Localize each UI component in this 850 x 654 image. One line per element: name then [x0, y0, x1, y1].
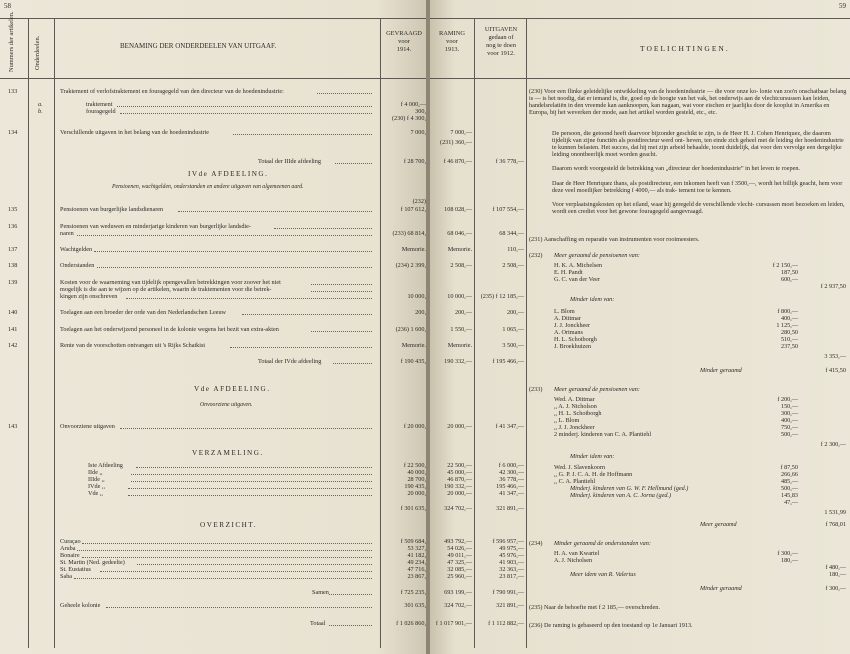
note-row-name: L. Blom	[554, 308, 575, 315]
row-label: Iste Afdeeling	[88, 462, 123, 469]
note-row-amount: 600,—	[780, 276, 798, 283]
asked-1914-cell: f 301 635,	[400, 505, 426, 512]
estimate-1913-cell: 200,—	[454, 309, 472, 316]
note-row-name: E. H. Pandt	[554, 269, 583, 276]
article-number: 143	[8, 423, 18, 430]
asked-1914-cell: f 107 612,	[400, 206, 426, 213]
estimate-1913-cell: 68 046,—	[447, 230, 472, 237]
asked-1914-cell: 300,	[415, 108, 426, 115]
asked-1914-cell: (233) 68 814,	[392, 230, 426, 237]
note-230-person: De persoon, die getoond heeft daarvoor bijzonder geschikt te zijn, is de Heer H. J. Cohen Henriquez, die daarom tijdelijk van zijne functiën als postdirecteur werd ont- heven, ten einde zich geheel met de leiding der hoedenindustrie te kunnen belasten. Het succes, dat hij met zijn arbeid behaalde, toont duidelijk, dat voor den vervolge een dergelijke leiding onontbeerlijk moet worden geacht.	[552, 130, 844, 158]
spent-1912-cell: f 195 466,—	[492, 358, 524, 365]
dot-leader	[136, 467, 372, 468]
asked-1914-cell: 49 234,	[407, 559, 426, 566]
row-label: Vde ,,	[88, 490, 103, 497]
note-230-travel: Voor verplaatsingskosten op het eiland, waar hij geregeld de verschillende vlecht- cursussen moet bezoeken en leiden, wordt een crediet voor het gewone fouragegeld aangevraagd.	[552, 201, 845, 215]
dot-leader	[333, 363, 373, 364]
row-label: Rente van de voorschotten ontvangen uit 's Rijks Schatkist	[60, 342, 206, 349]
note-230-proposal: Daarom wordt voorgesteld de betrekking van „directeur der hoedenindustrie” in het leven te roepen.	[552, 165, 800, 172]
note-row-amount: 300,—	[780, 410, 798, 417]
row-label: Toelagen aan het onderwijzend personeel in de kolonie wegens het bezit van extra-akten	[60, 326, 279, 333]
header-line: 1913.	[444, 46, 460, 53]
spent-1912-cell: 41 903,—	[499, 559, 524, 566]
note-row-amount: 510,—	[780, 336, 798, 343]
note-row-name: A. Dittmar	[554, 315, 581, 322]
estimate-1913-cell: 46 870,—	[447, 476, 472, 483]
dot-leader	[311, 284, 372, 285]
asked-1914-cell: 23 867,	[407, 573, 426, 580]
note-230-salary: Daar de Heer Henriquez thans, als postdirecteur, een inkomen heeft van f 3500,—, wordt het billijk geacht, hem voor deze veel moeilijker betrekking f 4000,— als trak- tement toe te kennen.	[552, 180, 843, 194]
spent-1912-cell: 68 344,—	[499, 230, 524, 237]
note-row-amount: 1 125,—	[776, 322, 798, 329]
note-row-name: Minder idem van:	[570, 453, 615, 460]
dot-leader	[335, 163, 372, 164]
dot-leader	[137, 564, 372, 565]
article-number: 134	[8, 129, 18, 136]
dot-leader	[131, 481, 372, 482]
note-row-amount: 47,—	[784, 499, 798, 506]
estimate-1913-cell: 190 332,—	[444, 483, 472, 490]
asked-1914-cell: (236) 1 600,	[395, 326, 426, 333]
asked-1914-cell: (234) 2 399,	[395, 262, 426, 269]
estimate-1913-cell: 324 702,—	[444, 602, 472, 609]
note-row-name: A. J. Nicholsen	[554, 557, 593, 564]
note-row-name: Meer geraamd	[700, 521, 737, 528]
note-label: (234)	[529, 540, 543, 547]
note-235: (235) Naar de behoefte met f 2 185,— overschreden.	[529, 604, 660, 611]
note-row-amount: 237,50	[780, 343, 798, 350]
note-row-name: Wed. A. Dittmar	[554, 396, 595, 403]
row-label: Onderstanden	[60, 262, 95, 269]
note-row-amount: 180,—	[780, 557, 798, 564]
note-row-amount: 400,—	[780, 417, 798, 424]
asked-1914-cell: 47 716,	[407, 566, 426, 573]
estimate-1913-cell: 20 000,—	[447, 423, 472, 430]
header-line: voor	[446, 38, 458, 45]
asked-1914-cell: f 20 000,	[403, 423, 426, 430]
estimate-1913-cell: 22 500,—	[447, 462, 472, 469]
note-row-amount: f 2 150,—	[772, 262, 798, 269]
note-row-name: Minderj. kinderen van A. C. Jorna (ged.)	[570, 492, 672, 499]
page-number: 59	[839, 2, 846, 10]
spent-1912-cell: 3 500,—	[502, 342, 524, 349]
col-est-header	[430, 30, 474, 54]
spent-1912-cell: f 36 778,—	[495, 158, 524, 165]
note-230-intro: (230) Voor een flinke geleidelijke ontwikkeling van de hoedenindustrie — die voor onze ko- lonie van zoo'n onschatbaar belang is — is het noodig, dat er iemand is, die, goed op de hoogte van het vak, het onderwijs aan de vlechtcursussen kan leiden, handelsrelatiën in den vreemde kan aanknoopen, kan nagaan, wat voor eischen er jaarlijks door de kooplui in Amerika en Europa, bij het weverken der mode, aan het artikel worden gesteld, etc., etc.	[529, 88, 847, 116]
header-line: voor 1912.	[487, 50, 515, 57]
asked-1914-cell: Memorie.	[401, 342, 426, 349]
dot-leader	[329, 625, 372, 626]
row-label: Aruba	[60, 545, 76, 552]
row-label: mogelijk is die aan te wijzen op de artikelen, waarin de traktementen voor die betrek-	[60, 286, 272, 293]
note-row-amount: 500,—	[780, 485, 798, 492]
note-row-name: ,, A. J. Nicholson	[554, 403, 597, 410]
row-label: Bonaire	[60, 552, 80, 559]
row-label: Totaal der IVde afdeeling	[258, 358, 322, 365]
note-row-total: 180,—	[828, 571, 846, 578]
spent-1912-cell: f 107 554,—	[492, 206, 524, 213]
note-row-amount: f 800,—	[777, 308, 798, 315]
asked-1914-cell: 10 000,	[407, 293, 426, 300]
asked-1914-cell: (230) f 4 300,	[391, 115, 426, 122]
spent-1912-cell: 42 300,—	[499, 469, 524, 476]
note-row-name: J. J. Jonckheer	[554, 322, 591, 329]
estimate-1913-cell: 693 199,—	[444, 589, 472, 596]
header-line: nog te doen	[486, 42, 516, 49]
note-row-name: ,, L. Blom	[554, 417, 580, 424]
asked-1914-cell: f 725 235,	[400, 589, 426, 596]
note-row-total: 3 353,—	[824, 353, 846, 360]
dot-leader	[128, 488, 372, 489]
spent-1912-cell: f 6 000,—	[498, 462, 524, 469]
estimate-1913-cell: 7 000,—	[450, 129, 472, 136]
col-rule	[380, 18, 381, 648]
dot-leader	[329, 594, 373, 595]
note-row-amount: 266,66	[780, 471, 798, 478]
section-heading: OVERZICHT.	[200, 521, 257, 529]
dot-leader	[131, 474, 372, 475]
note-row-name: ,, C. A. Plantiehl	[554, 478, 596, 485]
article-number: 135	[8, 206, 18, 213]
note-row-name: H. A. van Kwartel	[554, 550, 600, 557]
row-label: Pensioenen, wachtgelden, onderstanden en andere uitgaven van algemeenen aard.	[112, 184, 304, 190]
estimate-1913-cell: Memorie.	[447, 246, 472, 253]
estimate-1913-cell: 54 026,—	[447, 545, 472, 552]
header-line: voor	[398, 38, 410, 45]
dot-leader	[230, 347, 372, 348]
row-label: traktement	[86, 101, 113, 108]
note-row-name: Wed. J. Slavenkoorn	[554, 464, 606, 471]
dot-leader	[94, 251, 372, 252]
article-number: 142	[8, 342, 18, 349]
note-row-amount: 187,50	[780, 269, 798, 276]
row-label: Kosten voor de waarneming van tijdelijk opengevallen betrekkingen voor zoover het niet	[60, 279, 281, 286]
col-spent-header	[476, 26, 526, 58]
estimate-1913-cell: f 1 017 901,—	[435, 620, 472, 627]
spent-1912-cell: f 596 957,—	[492, 538, 524, 545]
asked-1914-cell: f 22 500,	[403, 462, 426, 469]
dot-leader	[311, 331, 372, 332]
spent-1912-cell: 41 347,—	[499, 490, 524, 497]
estimate-1913-cell: 2 508,—	[450, 262, 472, 269]
asked-1914-cell: (232)	[412, 198, 426, 205]
row-label: Onvoorziene uitgaven.	[200, 402, 253, 408]
row-label: Totaal	[310, 620, 326, 627]
note-row-name: ,, H. L. Schotborgh	[554, 410, 602, 417]
row-label: kingen zijn onschreven	[60, 293, 118, 300]
estimate-1913-cell: 108 028,—	[444, 206, 472, 213]
note-row-name: Minder geraamd	[700, 585, 742, 592]
dot-leader	[274, 228, 372, 229]
estimate-1913-cell: f 46 870,—	[443, 158, 472, 165]
note-row-amount: 145,83	[780, 492, 798, 499]
note-row-name: Meer idem van R. Valerius	[570, 571, 636, 578]
spent-1912-cell: 23 817,—	[499, 573, 524, 580]
row-label: Samen	[312, 589, 329, 596]
article-number: 141	[8, 326, 18, 333]
note-row-total: f 300,—	[825, 585, 846, 592]
spent-1912-cell: 45 976,—	[499, 552, 524, 559]
note-row-total: f 768,01	[825, 521, 846, 528]
section-heading: VERZAMELING.	[192, 449, 264, 457]
row-label: Wachtgelden	[60, 246, 93, 253]
dot-leader	[178, 211, 372, 212]
row-label: Pensioenen van weduwen en minderjarige kinderen van burgerlijke landsdie-	[60, 223, 251, 230]
dot-leader	[233, 134, 372, 135]
estimate-1913-cell: 10 000,—	[447, 293, 472, 300]
asked-1914-cell: 28 700,	[407, 476, 426, 483]
dot-leader	[77, 235, 373, 236]
spent-1912-cell: 32 363,—	[499, 566, 524, 573]
sub-letter: b.	[38, 108, 43, 115]
header-line: UITGAVEN	[484, 26, 518, 33]
dot-leader	[106, 607, 373, 608]
note-row-amount: 280,50	[780, 329, 798, 336]
article-number: 139	[8, 279, 18, 286]
note-row-name: H. K. A. Michelsen	[554, 262, 603, 269]
note-row-amount: 150,—	[780, 403, 798, 410]
note-236: (236) De raming is gebaseerd op den toestand op 1e Januari 1913.	[529, 622, 693, 629]
row-label: Traktement of verlofstraktement en fouragegeld van den directeur van de hoedenindustrie:	[60, 88, 284, 95]
dot-leader	[242, 314, 372, 315]
asked-1914-cell: Memorie.	[401, 246, 426, 253]
dot-leader	[82, 543, 372, 544]
asked-1914-cell: f 1 026 860,	[396, 620, 426, 627]
asked-1914-cell: 41 182,	[407, 552, 426, 559]
note-row-total: 1 531,99	[824, 509, 846, 516]
note-row-total: f 2 300,—	[820, 441, 846, 448]
spent-1912-cell: 195 466,—	[496, 483, 524, 490]
note-title: Minder geraamd de onderstanden van:	[554, 540, 651, 547]
note-row-name: J. Broekhuizen	[554, 343, 592, 350]
page-number: 58	[4, 2, 11, 10]
note-row-name: G. C. van der Veer	[554, 276, 600, 283]
spent-1912-cell: 321 891,—	[496, 505, 524, 512]
estimate-1913-cell: Memorie.	[447, 342, 472, 349]
spent-1912-cell: 36 778,—	[499, 476, 524, 483]
spent-1912-cell: 200,—	[506, 309, 524, 316]
dot-leader	[82, 557, 372, 558]
spent-1912-cell: (235) f 12 185,—	[480, 293, 524, 300]
row-label: IIIde ,,	[88, 476, 105, 483]
col-rule	[54, 18, 55, 648]
dot-leader	[77, 550, 373, 551]
row-label: IIde ,,	[88, 469, 103, 476]
note-row-amount: f 300,—	[777, 550, 798, 557]
asked-1914-cell: 301 635,	[404, 602, 426, 609]
asked-1914-cell: 53 327,	[407, 545, 426, 552]
estimate-1913-cell: 49 011,—	[447, 552, 472, 559]
note-row-name: ,, G. P. J. C. A. H. de Hoffmann	[554, 471, 633, 478]
col-rule	[526, 18, 527, 648]
note-row-total: f 480,—	[825, 564, 846, 571]
dot-leader	[126, 298, 372, 299]
dot-leader	[74, 578, 372, 579]
asked-1914-cell: 40 000,	[407, 469, 426, 476]
estimate-1913-cell: 47 325,—	[447, 559, 472, 566]
sub-letter: a.	[38, 101, 43, 108]
header-line: RAMING	[439, 30, 465, 37]
note-row-amount: 500,—	[780, 431, 798, 438]
row-label: Totaal der IIIde afdeeling	[258, 158, 321, 165]
note-row-name: A. Ortmans	[554, 329, 583, 336]
article-number: 137	[8, 246, 18, 253]
article-number: 133	[8, 88, 18, 95]
note-row-amount: 400,—	[780, 315, 798, 322]
header-bottom-rule	[430, 78, 850, 79]
asked-1914-cell: f 4 000,—	[400, 101, 426, 108]
dot-leader	[311, 291, 372, 292]
note-row-name: H. L. Schotborgh	[554, 336, 597, 343]
spent-1912-cell: 2 508,—	[502, 262, 524, 269]
row-label: Saba	[60, 573, 73, 580]
note-231: (231) Aanschaffing en reparatie van instrumenten voor rooimeesters.	[529, 236, 700, 243]
asked-1914-cell: f 28 700,	[403, 158, 426, 165]
section-heading: IVde AFDEELING.	[188, 170, 269, 178]
dot-leader	[317, 93, 372, 94]
note-row-name: Minder idem van:	[570, 296, 615, 303]
asked-1914-cell: 200,	[415, 309, 426, 316]
spent-1912-cell: f 1 112 882,—	[488, 620, 524, 627]
spent-1912-cell: f 41 347,—	[495, 423, 524, 430]
spent-1912-cell: 321 891,—	[496, 602, 524, 609]
dot-leader	[120, 428, 372, 429]
header-line: 1914.	[396, 46, 412, 53]
note-row-name: Minder geraamd	[700, 367, 742, 374]
row-label: naren	[60, 230, 74, 237]
asked-1914-cell: 190 435,	[404, 483, 426, 490]
header-top-rule	[0, 18, 428, 19]
asked-1914-cell: 7 000,	[410, 129, 426, 136]
notes-header: TOELICHTINGEN.	[640, 44, 730, 53]
col-rule	[474, 18, 475, 648]
article-number: 136	[8, 223, 18, 230]
row-label: Geheele kolonie	[60, 602, 101, 609]
row-label: Pensioenen van burgerlijke landsdienaren	[60, 206, 164, 213]
estimate-1913-cell: 20 000,—	[447, 490, 472, 497]
row-label: Toelagen aan een broeder der orde van den Nederlandschen Leeuw	[60, 309, 227, 316]
note-label: (233)	[529, 386, 543, 393]
row-label: IVde ,,	[88, 483, 106, 490]
col-sub-header: Onderdeelen.	[34, 35, 41, 70]
note-row-name: 2 minderj. kinderen van C. A. Plantiehl	[554, 431, 652, 438]
note-label: (232)	[529, 252, 543, 259]
estimate-1913-cell: (231) 360,—	[440, 139, 472, 146]
header-bottom-rule	[0, 78, 428, 79]
col-rule	[28, 18, 29, 648]
article-number: 138	[8, 262, 18, 269]
article-number: 140	[8, 309, 18, 316]
row-label: Verschillende uitgaven in het belang van de hoedenindustrie	[60, 129, 209, 136]
col-asked-header	[382, 30, 426, 54]
spent-1912-cell: f 790 991,—	[492, 589, 524, 596]
note-row-total: f 2 937,50	[820, 283, 846, 290]
note-row-amount: f 87,50	[780, 464, 798, 471]
right-page	[430, 0, 850, 654]
estimate-1913-cell: 32 085,—	[447, 566, 472, 573]
asked-1914-cell: 20 000,	[407, 490, 426, 497]
note-row-amount: f 200,—	[777, 396, 798, 403]
note-row-amount: 750,—	[780, 424, 798, 431]
dot-leader	[100, 571, 372, 572]
row-label: Onvoorziene uitgaven	[60, 423, 115, 430]
col-numbers-header: Nummers der artikelen.	[8, 11, 15, 72]
row-label: Curaçao	[60, 538, 81, 545]
note-row-amount: 485,—	[780, 478, 798, 485]
note-row-name: Minderj. kinderen van G. W. F. Hellmund (ged.)	[570, 485, 689, 492]
note-title: Meer geraamd de pensioenen van:	[554, 386, 640, 393]
note-row-name: ,, J. J. Jonckheer	[554, 424, 595, 431]
spent-1912-cell: 1 065,—	[502, 326, 524, 333]
asked-1914-cell: f 190 435,	[400, 358, 426, 365]
spent-1912-cell: 49 975,—	[499, 545, 524, 552]
estimate-1913-cell: 45 000,—	[447, 469, 472, 476]
row-label: St. Martin (Ned. gedeelte)	[60, 559, 125, 566]
header-line: gedaan of	[488, 34, 514, 41]
dot-leader	[128, 495, 372, 496]
spent-1912-cell: 110,—	[507, 246, 524, 253]
header-top-rule	[430, 18, 850, 19]
estimate-1913-cell: 25 960,—	[447, 573, 472, 580]
note-title: Meer geraamd de pensioenen van:	[554, 252, 640, 259]
estimate-1913-cell: 1 550,—	[450, 326, 472, 333]
note-row-total: f 415,50	[825, 367, 846, 374]
col-name-header: BENAMING DER ONDERDEELEN VAN UITGAAF.	[120, 42, 277, 50]
section-heading: Vde AFDEELING.	[194, 385, 271, 393]
estimate-1913-cell: 493 792,—	[444, 538, 472, 545]
estimate-1913-cell: 190 332,—	[444, 358, 472, 365]
header-line: GEVRAAGD	[386, 30, 422, 37]
row-label: fouragegeld	[86, 108, 116, 115]
dot-leader	[117, 106, 372, 107]
row-label: St. Eustatius	[60, 566, 91, 573]
estimate-1913-cell: 324 702,—	[444, 505, 472, 512]
dot-leader	[97, 267, 372, 268]
dot-leader	[120, 113, 372, 114]
asked-1914-cell: f 509 684,	[400, 538, 426, 545]
